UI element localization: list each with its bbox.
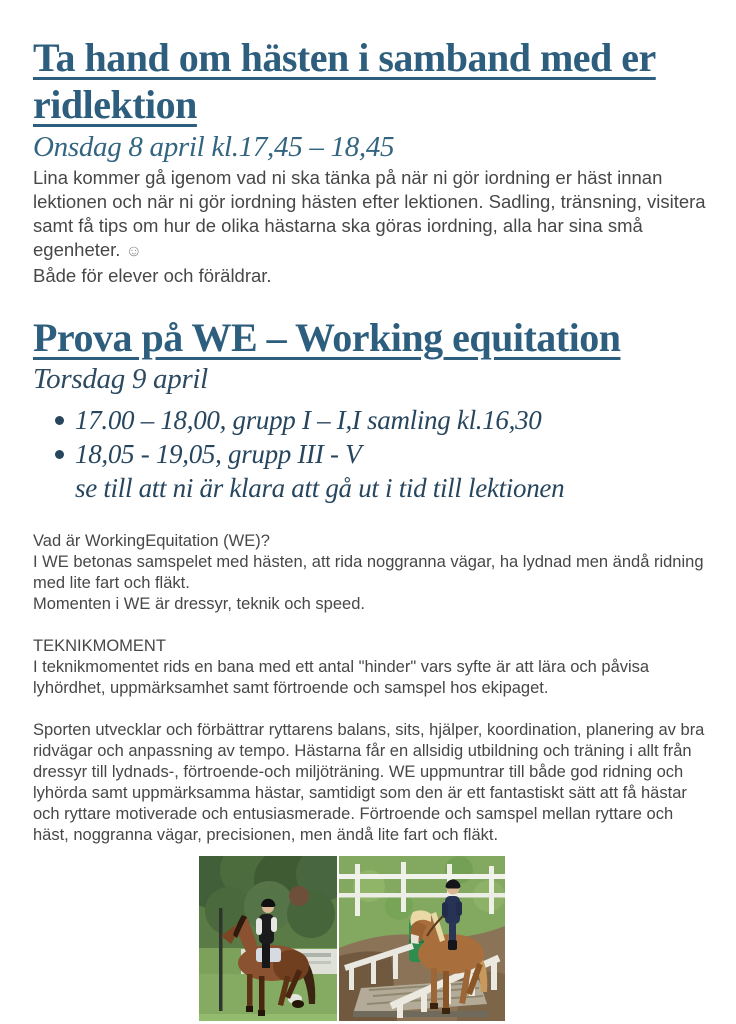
section1-paragraph	[33, 166, 710, 288]
about-we-block	[33, 531, 710, 615]
section1-date: Onsdag 8 april kl.17,45 – 18,45	[33, 131, 395, 163]
teknik-text: I teknikmomentet rids en bana med ett antal "hinder" vars syfte är att lära och påvisa lyhördhet, uppmärksamhet samt förtroende och samspel hos ekipaget.	[33, 658, 650, 697]
photo-row	[199, 856, 710, 1021]
section2-title	[33, 314, 710, 361]
sport-paragraph: Sporten utvecklar och förbättrar ryttarens balans, sits, hjälper, koordination, planering av bra ridvägar och anpassning av tempo. Hästarna får en allsidig utbildning och träning i allt från dressyr till lydnads-, förtroende-och miljöträning. WE uppmuntrar till både god ridning och lyhörda samt uppmärksamma hästar, samtidigt som den är ett fantastiskt sätt att få hästar och ryttare motiverade och entusiasmerade. Förtroende och samspel mellan ryttare och häst, noggranna vägar, precisionen, men ändå lite fart och fläkt.	[33, 721, 705, 844]
section2-title-line: Prova på WE – Working equitation	[33, 315, 621, 360]
bullet-dot-icon	[55, 416, 64, 425]
schedule-item-1-text: 17.00 – 18,00, grupp I – I,I samling kl.16,30	[75, 405, 542, 435]
photo-horse-pole	[199, 856, 337, 1021]
section1-title-line2: ridlektion	[33, 82, 197, 127]
schedule-list	[55, 403, 710, 505]
photo-pony-bridge	[339, 856, 505, 1021]
schedule-item-2	[55, 437, 710, 505]
smiley-icon: ☺	[125, 243, 142, 260]
section1-body2-text: Både för elever och föräldrar.	[33, 265, 272, 286]
section1-title	[33, 34, 710, 128]
section2-date: Torsdag 9 april	[33, 363, 208, 395]
about-we-answer1: I WE betonas samspelet med hästen, att rida noggranna vägar, ha lydnad men ändå ridning med lite fart och fläkt.	[33, 553, 704, 592]
about-we-question: Vad är WorkingEquitation (WE)?	[33, 532, 270, 550]
about-we-answer2: Momenten i WE är dressyr, teknik och speed.	[33, 595, 365, 613]
schedule-item-2-note: se till att ni är klara att gå ut i tid till lektionen	[75, 473, 565, 503]
teknik-block	[33, 636, 710, 699]
section1-title-line1: Ta hand om hästen i samband med er	[33, 35, 656, 80]
teknik-heading: TEKNIKMOMENT	[33, 637, 166, 655]
section1-body-text: Lina kommer gå igenom vad ni ska tänka på när ni gör iordning er häst innan lektionen och när ni gör iordning hästen efter lektionen. Sadling, tränsning, visitera samt få tips om hur de olika hästarna ska göras iordning, alla har sina små egenheter.	[33, 167, 706, 260]
schedule-item-1	[55, 403, 710, 437]
bullet-dot-icon	[55, 450, 64, 459]
schedule-item-2-text: 18,05 - 19,05, grupp III - V	[75, 439, 362, 469]
